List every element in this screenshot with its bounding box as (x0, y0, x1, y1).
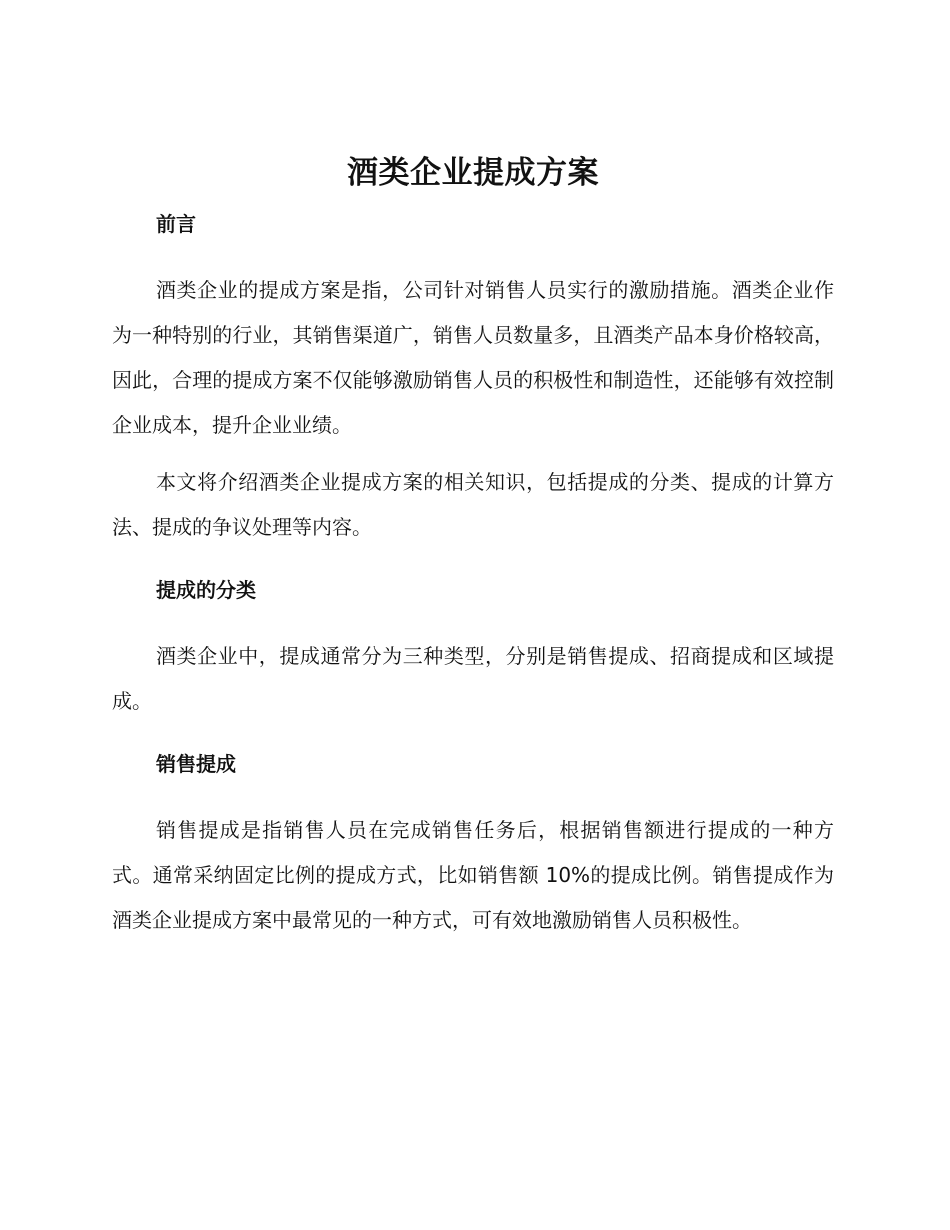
paragraph-classification-1: 酒类企业中，提成通常分为三种类型，分别是销售提成、招商提成和区域提成。 (112, 644, 834, 713)
paragraph-preface-1: 酒类企业的提成方案是指，公司针对销售人员实行的激励措施。酒类企业作为一种特别的行业，其销售渠道广，销售人员数量多，且酒类产品本身价格较高，因此，合理的提成方案不仅能够激励销售人员的积极性和制造性，还能够有效控制企业成本，提升企业业绩。 (112, 278, 834, 437)
document-page (112, 150, 834, 943)
paragraph-preface-2: 本文将介绍酒类企业提成方案的相关知识，包括提成的分类、提成的计算方法、提成的争议处理等内容。 (112, 470, 834, 539)
section-heading-classification: 提成的分类 (156, 578, 256, 602)
section-sales-commission (112, 750, 834, 943)
document-title: 酒类企业提成方案 (347, 155, 599, 191)
section-heading-preface: 前言 (156, 212, 196, 236)
section-classification (112, 576, 834, 724)
section-preface (112, 210, 834, 550)
section-heading-sales-commission: 销售提成 (156, 752, 236, 776)
paragraph-sales-commission-1: 销售提成是指销售人员在完成销售任务后，根据销售额进行提成的一种方式。通常采纳固定比例的提成方式，比如销售额 10%的提成比例。销售提成作为酒类企业提成方案中最常见的一种方式，可有效地激励销售人员积极性。 (112, 818, 834, 932)
